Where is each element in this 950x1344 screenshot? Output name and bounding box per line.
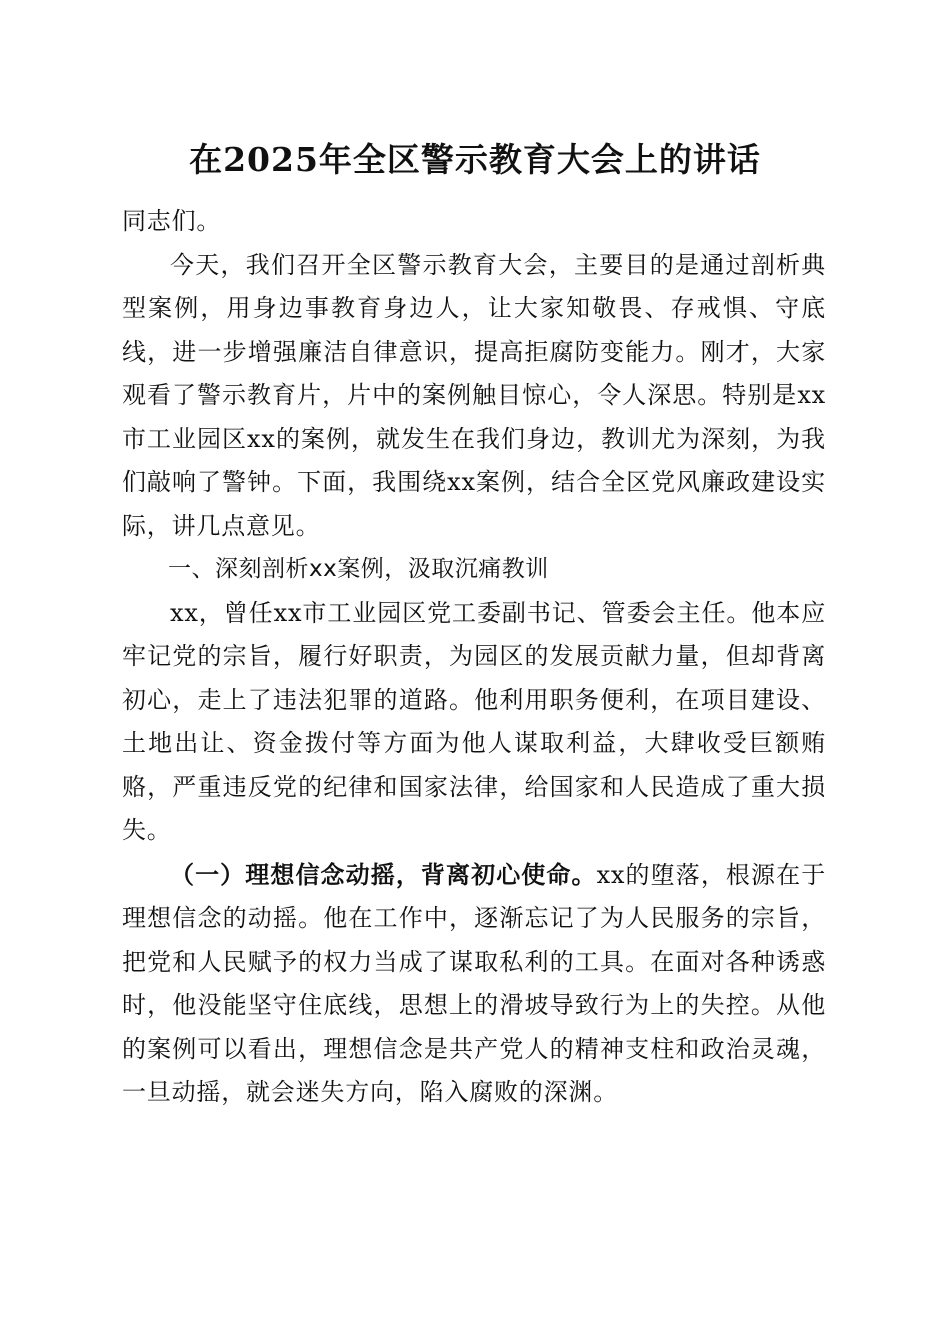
point-paragraph	[122, 853, 826, 1115]
document-body	[122, 200, 826, 1115]
salutation: 同志们。	[122, 207, 222, 235]
point-lead: （一）理想信念动摇，背离初心使命。	[170, 859, 597, 889]
document-title: 在2025年全区警示教育大会上的讲话	[189, 140, 761, 179]
section-heading: 一、深刻剖析xx案例，汲取沉痛教训	[168, 556, 549, 582]
case-summary-paragraph: xx，曾任xx市工业园区党工委副书记、管委会主任。他本应牢记党的宗旨，履行好职责，为园区的发展贡献力量，但却背离初心，走上了违法犯罪的道路。他利用职务便利，在项目建设、土地出让、资金拨付等方面为他人谋取利益，大肆收受巨额贿赂，严重违反党的纪律和国家法律，给国家和人民造成了重大损失。	[122, 598, 826, 844]
point-body: xx的堕落，根源在于理想信念的动摇。他在工作中，逐渐忘记了为人民服务的宗旨，把党和人民赋予的权力当成了谋取私利的工具。在面对各种诱惑时，他没能坚守住底线，思想上的滑坡导致行为上的失控。从他的案例可以看出，理想信念是共产党人的精神支柱和政治灵魂，一旦动摇，就会迷失方向，陷入腐败的深渊。	[122, 860, 826, 1106]
intro-paragraph: 今天，我们召开全区警示教育大会，主要目的是通过剖析典型案例，用身边事教育身边人，让大家知敬畏、存戒惧、守底线，进一步增强廉洁自律意识，提高拒腐防变能力。刚才，大家观看了警示教育片，片中的案例触目惊心，令人深思。特别是xx市工业园区xx的案例，就发生在我们身边，教训尤为深刻，为我们敲响了警钟。下面，我围绕xx案例，结合全区党风廉政建设实际，讲几点意见。	[122, 250, 826, 540]
